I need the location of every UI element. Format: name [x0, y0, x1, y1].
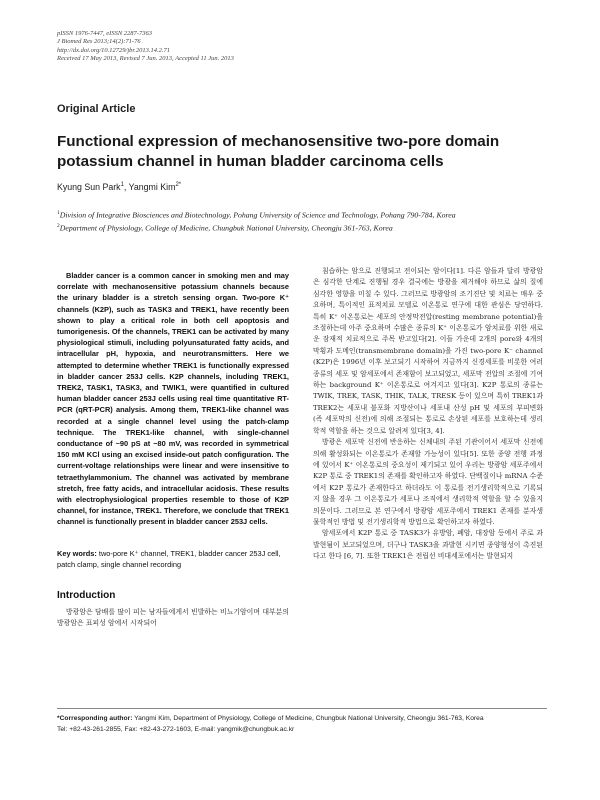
right-column [313, 266, 543, 563]
keywords-label: Key words: [57, 548, 97, 558]
abstract: Bladder cancer is a common cancer in smoking men and may correlate with mechanosensitive potassium channels because the urinary bladder is a stretch sensing organ. Two-pore K⁺ channels (K2P), such as TASK3 and TREK1, have recently been shown to play a critical role in both cell apoptosis and tumorigenesis. Of the channels, TREK1 can be activated by many physiological stimuli, including polyunsaturated fatty acids, and intracellular pH, hypoxia, and neurotransmitters. Here we attempted to determine whether TREK1 is functionally expressed in bladder cancer 253J cells. K2P channels, including TREK1, TREK2, TASK1, TASK3, and TWIK1, were quantified in cultured human bladder cancer 253J cells using real time quantitative RT-PCR (qRT-PCR) analysis. Among them, TREK1-like channel was recorded at a single channel level using the patch-clamp technique. The TREK1-like channel, with single-channel conductance of ~90 pS at −80 mV, was recorded in symmetrical 150 mM KCl using an excised inside-out patch configuration. The current-voltage relationships were linear and were insensitive to tetraethylammonium. The channel was activated by membrane stretch, free fatty acids, and intracellular acidosis. These results with electrophysiological properties resemble to those of K2P channel, for instance, TREK1. Therefore, we conclude that TREK1 channel is functionally present in bladder cancer 253J cells. [57, 271, 289, 527]
contact-line: Tel: +82-43-261-2855, Fax: +82-43-272-1603, E-mail: yangmik@chungbuk.ac.kr [57, 726, 295, 733]
affiliation-text: Division of Integrative Biosciences and Biotechnology, Pohang University of Science and Technology, Pohang 790-784, Korea [59, 210, 456, 220]
author-name: Kyung Sun Park [57, 182, 121, 192]
introduction-heading: Introduction [57, 590, 116, 602]
article-type: Original Article [57, 103, 136, 115]
affiliation-mark: 2 [57, 223, 60, 229]
author-separator: , [123, 182, 129, 192]
introduction-paragraph: 방광암은 담배를 많이 피는 남자들에게서 빈발하는 비뇨기암이며 대부분의 방광암은 표피성 암에서 시작되어 [57, 608, 289, 628]
dates-line: Received 17 May 2013, Revised 7 Jun. 2013, Accepted 11 Jun. 2013 [57, 55, 234, 63]
paper-title: Functional expression of mechanosensitive two-pore domain potassium channel in human bladder carcinoma cells [57, 133, 500, 170]
citation-line: J Biomed Res 2013;14(2):71-76 [57, 38, 141, 46]
author-name: Yangmi Kim [128, 182, 176, 192]
affiliations [57, 208, 547, 234]
author-affil-mark: 2* [175, 182, 182, 189]
correspondence-text: Yangmi Kim, Department of Physiology, College of Medicine, Chungbuk National University, Cheongju 361-763, Korea [132, 715, 484, 722]
body-paragraph: 방광은 세포막 신전에 반응하는 신체내의 주된 기관이어서 세포막 신전에 의해 활성화되는 이온통로가 존재할 가능성이 있다[5]. 또한 종양 전행 과정에 있어서 K⁺ 이온통로의 중요성이 제기되고 있어 우리는 방광암 세포주에서 K2P 통로 중 TREK1의 존재를 확인하고자 하였다. 단백질이나 mRNA 수준에서 K2P 통로가 존재한다고 하더라도 이 통로를 전기생리학적으로 기록되지 않을 경우 그 이온통로가 세포나 조직에서 생리학적 역할을 할 수 있을지 의문이다. 그러므로 본 연구에서 방광암 세포주에서 TREK1 존재를 분자생물학적인 방법 및 전기생리학적 방법으로 확인하고자 하였다. [313, 438, 543, 526]
keywords [57, 548, 289, 570]
body-paragraph: 암세포에서 K2P 통로 중 TASK3가 유방암, 폐암, 대장암 등에서 주로 과발현됨이 보고되었으며, 더구나 TASK3을 과발현 시키면 종양형성이 촉진된다고 한다 [6, 7]. 또한 TREK1은 전립선 비대세포에서는 발현되지 [313, 529, 543, 561]
issn-line: pISSN 1976-7447, eISSN 2287-7363 [57, 30, 152, 37]
correspondence-line [57, 713, 547, 724]
affiliation [57, 221, 547, 234]
doi-link[interactable]: http://dx.doi.org/10.12729/jbr.2013.14.2.71 [57, 46, 170, 54]
affiliation-mark: 1 [57, 210, 60, 216]
correspondence-footnote [57, 708, 547, 735]
author-affil-mark: 1 [120, 182, 124, 189]
affiliation [57, 208, 547, 221]
keywords-text: two-pore K⁺ channel, TREK1, bladder cancer 253J cell, patch clamp, single channel recording [57, 548, 281, 569]
left-column [57, 270, 289, 630]
author-list [57, 182, 181, 192]
journal-header [57, 30, 234, 64]
correspondence-label: *Corresponding author: [57, 715, 133, 722]
body-paragraph: 침습하는 암으로 진행되고 전이되는 암이다[1]. 다른 암들과 달리 방광암은 심각한 단계로 진행될 경우 결국에는 방광을 제거해야 하므로 삶의 질에 심각한 영향을 미칠 수 있다. 그러므로 방광암의 조기진단 및 치료는 매우 중요하며, 특이적인 표적치료 모델로 이온통로 연구에 대한 관심은 당연하다. 특히 K⁺ 이온통로는 세포의 안정막전압(resting membrane potential)을 조절하는데 아주 중요하며 수많은 종류의 K⁺ 이온통로가 암치료를 위한 새로운 잠재적 치료적으로 주목 받고있다[2]. 이들 가운데 2개의 pore와 4개의 막횡과 도메인(transmembrane domain)을 가진 two-pore K⁻ channel (K2P)은 1996년 이후 보고되기 시작하여 지금까지 신경세포를 비롯한 여러 종류의 세포 및 암세포에서 존재함이 보고되었고, 세포막 전압의 조절에 기여하는 background K⁺ 이온통로로 여겨지고 있다[3]. K2P 통로의 종류는 TWIK, TREK, TASK, THIK, TALK, TRESK 등이 있으며 특히 TREK1과 TREK2는 세포내 불포화 지방산이나 세포내 산성 pH 및 세포의 부피변화(즉 세포막의 신전)에 의해 조절되는 통로로 손상된 세포를 보호하는데 생리학적 역할을 하는 것으로 알려져 있다[3, 4]. [313, 267, 543, 435]
affiliation-text: Department of Physiology, College of Medicine, Chungbuk National University, Cheongju 361-763, Korea [59, 223, 393, 233]
